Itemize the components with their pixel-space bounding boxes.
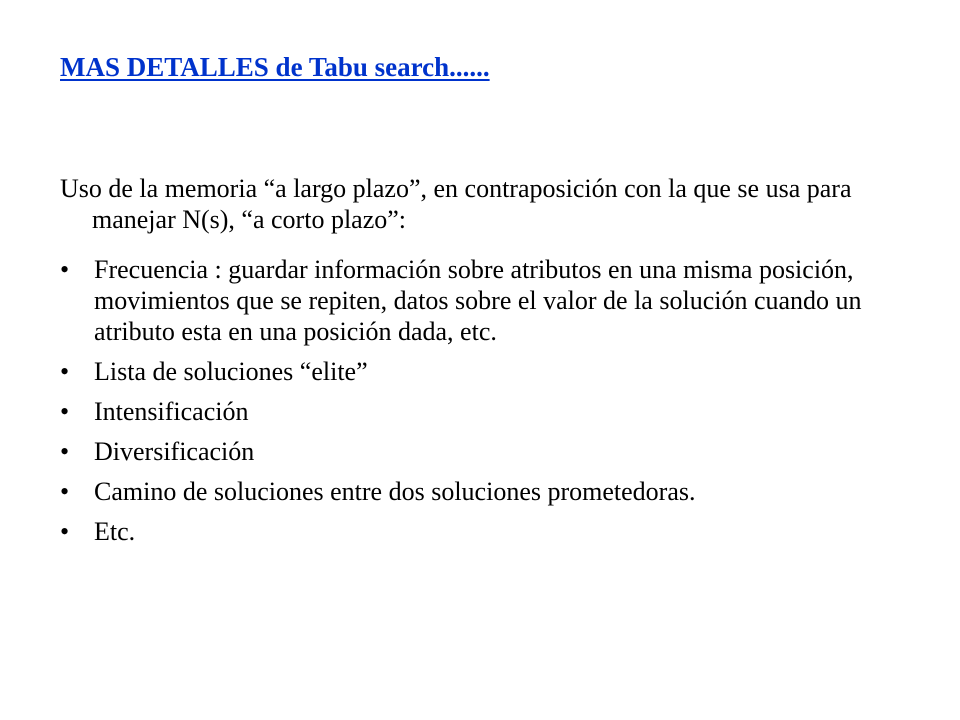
bullet-icon: • (60, 255, 70, 284)
bullet-icon: • (60, 437, 70, 466)
bullet-text: Camino de soluciones entre dos soluciones prometedoras. (94, 477, 696, 506)
slide-title[interactable]: MAS DETALLES de Tabu search...... (60, 52, 490, 82)
bullet-text: Frecuencia : guardar información sobre atributos en una misma posición, movimientos que se repiten, datos sobre el valor de la solución cuando un atributo esta en una posición dada, etc. (94, 255, 862, 346)
bullet-item-diversificacion (60, 436, 910, 467)
bullet-text: Lista de soluciones “elite” (94, 357, 368, 386)
bullet-item-camino (60, 476, 910, 507)
bullet-item-elite (60, 356, 910, 387)
bullet-icon: • (60, 397, 70, 426)
bullet-text: Diversificación (94, 437, 255, 466)
bullet-icon: • (60, 357, 70, 386)
bullet-list (60, 254, 910, 556)
bullet-item-etc (60, 516, 910, 547)
bullet-icon: • (60, 477, 70, 506)
bullet-text: Intensificación (94, 397, 249, 426)
bullet-icon: • (60, 517, 70, 546)
bullet-item-intensificacion (60, 396, 910, 427)
intro-paragraph: Uso de la memoria “a largo plazo”, en contraposición con la que se usa para manejar N(s), “a corto plazo”: (60, 174, 852, 234)
bullet-text: Etc. (94, 517, 136, 546)
bullet-item-frecuencia (60, 254, 910, 347)
